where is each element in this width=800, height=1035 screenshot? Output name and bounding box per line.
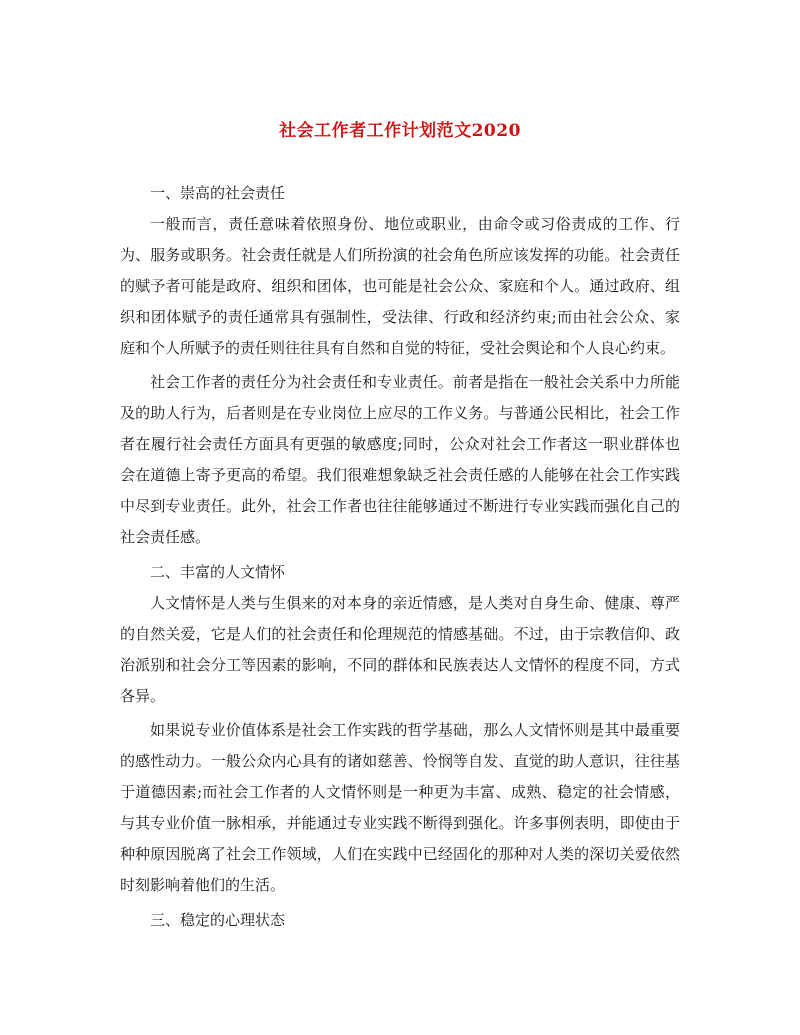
- paragraph: 如果说专业价值体系是社会工作实践的哲学基础，那么人文情怀则是其中最重要的感性动力。一般公众内心具有的诸如慈善、怜悯等自发、直觉的助人意识，往往基于道德因素;而社会工作者的人文情怀则是一种更为丰富、成熟、稳定的社会情感，与其专业价值一脉相承，并能通过专业实践不断得到强化。许多事例表明，即使由于种种原因脱离了社会工作领域，人们在实践中已经固化的那种对人类的深切关爱依然时刻影响着他们的生活。: [120, 721, 680, 894]
- paragraph: 社会工作者的责任分为社会责任和专业责任。前者是指在一般社会关系中力所能及的助人行为，后者则是在专业岗位上应尽的工作义务。与普通公民相比，社会工作者在履行社会责任方面具有更强的敏感度;同时，公众对社会工作者这一职业群体也会在道德上寄予更高的希望。我们很难想象缺乏社会责任感的人能够在社会工作实践中尽到专业责任。此外，社会工作者也往往能够通过不断进行专业实践而强化自己的社会责任感。: [120, 373, 680, 546]
- section-heading: 二、丰富的人文情怀: [150, 562, 286, 581]
- section-heading: 三、稳定的心理状态: [150, 910, 286, 929]
- document-title: 社会工作者工作计划范文2020: [279, 121, 521, 141]
- section-heading: 一、崇高的社会责任: [150, 184, 286, 202]
- document-body: [120, 178, 680, 936]
- paragraph: 一般而言，责任意味着依照身份、地位或职业，由命令或习俗责成的工作、行为、服务或职务。社会责任就是人们所扮演的社会角色所应该发挥的功能。社会责任的赋予者可能是政府、组织和团体，也可能是社会公众、家庭和个人。通过政府、组织和团体赋予的责任通常具有强制性，受法律、行政和经济约束;而由社会公众、家庭和个人所赋予的责任则往往具有自然和自觉的特征，受社会舆论和个人良心约束。: [120, 214, 680, 357]
- paragraph: 人文情怀是人类与生俱来的对本身的亲近情感，是人类对自身生命、健康、尊严的自然关爱，它是人们的社会责任和伦理规范的情感基础。不过，由于宗教信仰、政治派别和社会分工等因素的影响，不同的群体和民族表达人文情怀的程度不同，方式各异。: [120, 593, 680, 705]
